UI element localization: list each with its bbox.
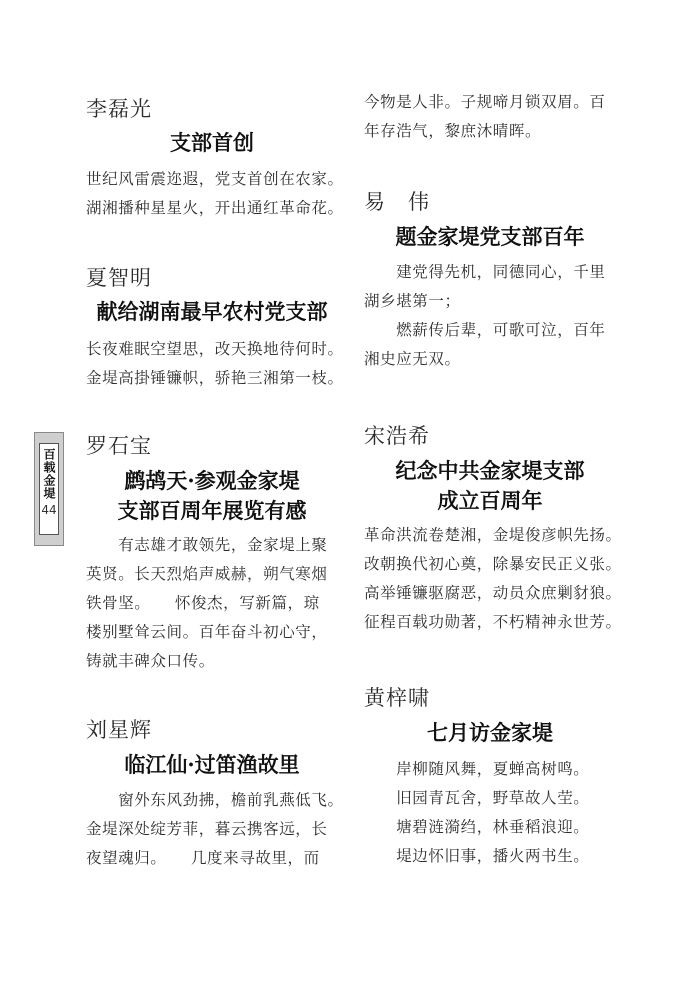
poem-line: 铸就丰碑众口传。 bbox=[86, 652, 215, 670]
poem-body bbox=[86, 531, 328, 676]
poem-line: 征程百载功勋著，不朽精神永世芳。 bbox=[364, 613, 622, 631]
page-tab-frame bbox=[39, 443, 59, 535]
poem-line: 金堤深处绽芳菲，暮云携客远，长 bbox=[86, 820, 328, 838]
poem-line: 窗外东风劲拂，檐前乳燕低飞。 bbox=[86, 791, 344, 809]
poem-line: 湖乡堪第一； bbox=[364, 292, 461, 310]
poem-body bbox=[364, 258, 606, 374]
poem-line: 楼别墅耸云间。百年奋斗初心守， bbox=[86, 623, 328, 641]
poem-title-line: 纪念中共金家堤支部 bbox=[395, 458, 585, 483]
poem-line: 建党得先机，同德同心，千里 bbox=[364, 263, 606, 281]
poem-title bbox=[364, 456, 616, 516]
poem-line: 今物是人非。子规啼月锁双眉。百 bbox=[364, 93, 606, 111]
poet-name: 黄梓啸 bbox=[364, 686, 430, 710]
poem-line: 改朝换代初心奠，除暴安民正义张。 bbox=[364, 555, 622, 573]
page-number: 44 bbox=[41, 503, 57, 517]
poem-title bbox=[86, 750, 338, 780]
poem-line: 英贤。长天烈焰声威赫，朔气寒烟 bbox=[86, 565, 328, 583]
poet-name: 刘星辉 bbox=[86, 718, 152, 742]
poem-line: 夜望魂归。 几度来寻故里，而 bbox=[86, 849, 320, 867]
poem-line: 旧园青瓦舍，野草故人茔。 bbox=[364, 789, 590, 807]
poem-line: 湘史应无双。 bbox=[364, 350, 461, 368]
poet-name: 李磊光 bbox=[86, 97, 152, 121]
poem-line: 世纪风雷震迩遐，党支首创在农家。 bbox=[86, 170, 344, 188]
poem-title bbox=[86, 128, 338, 158]
poem-line: 有志雄才敢领先，金家堤上聚 bbox=[86, 536, 328, 554]
poem-line: 革命洪流卷楚湘，金堤俊彦帜先扬。 bbox=[364, 526, 622, 544]
poet-name: 宋浩希 bbox=[364, 424, 430, 448]
poem-continuation bbox=[364, 88, 606, 146]
poem-title-line: 题金家堤党支部百年 bbox=[395, 224, 585, 249]
poem-title bbox=[364, 718, 616, 748]
poem-title bbox=[86, 297, 338, 327]
poem-title-line: 成立百周年 bbox=[437, 488, 543, 513]
poem-body bbox=[86, 165, 344, 223]
poem-line: 湖湘播种星星火，开出通红革命花。 bbox=[86, 199, 344, 217]
poem-line: 岸柳随风舞，夏蝉高树鸣。 bbox=[364, 760, 590, 778]
poem-line: 堤边怀旧事，播火两书生。 bbox=[364, 847, 590, 865]
poem-title bbox=[86, 466, 338, 526]
poem-title-line: 支部百周年展览有感 bbox=[117, 498, 307, 523]
poet-name: 罗石宝 bbox=[86, 434, 152, 458]
poem-title bbox=[364, 222, 616, 252]
poem-title-line: 献给湖南最早农村党支部 bbox=[96, 299, 328, 324]
poem-body bbox=[364, 521, 622, 637]
page-tab bbox=[34, 432, 64, 546]
poem-line: 塘碧涟漪绉，林垂稻浪迎。 bbox=[364, 818, 590, 836]
poem-body bbox=[86, 335, 344, 393]
poem-line: 燃薪传后辈，可歌可泣，百年 bbox=[364, 321, 606, 339]
poem-line: 长夜难眠空望思，改天换地待何时。 bbox=[86, 340, 344, 358]
poem-line: 高举锤镰驱腐恶，动员众庶剿豺狼。 bbox=[364, 584, 622, 602]
poem-line: 金堤高掛锤镰帜，骄艳三湘第一枝。 bbox=[86, 369, 344, 387]
poet-name: 夏智明 bbox=[86, 266, 152, 290]
page-tab-label: 百载金堤 bbox=[42, 448, 56, 500]
poem-line: 铁骨坚。 怀俊杰，写新篇，琼 bbox=[86, 594, 320, 612]
poem-title-line: 支部首创 bbox=[170, 130, 254, 155]
poem-title-line: 鹧鸪天·参观金家堤 bbox=[124, 468, 300, 493]
poem-line: 年存浩气，黎庶沐晴晖。 bbox=[364, 122, 542, 140]
poem-body bbox=[86, 786, 344, 873]
poet-name: 易 伟 bbox=[364, 190, 430, 214]
poem-title-line: 临江仙·过笛渔故里 bbox=[124, 752, 300, 777]
poem-body bbox=[364, 755, 589, 871]
poem-title-line: 七月访金家堤 bbox=[427, 720, 553, 745]
